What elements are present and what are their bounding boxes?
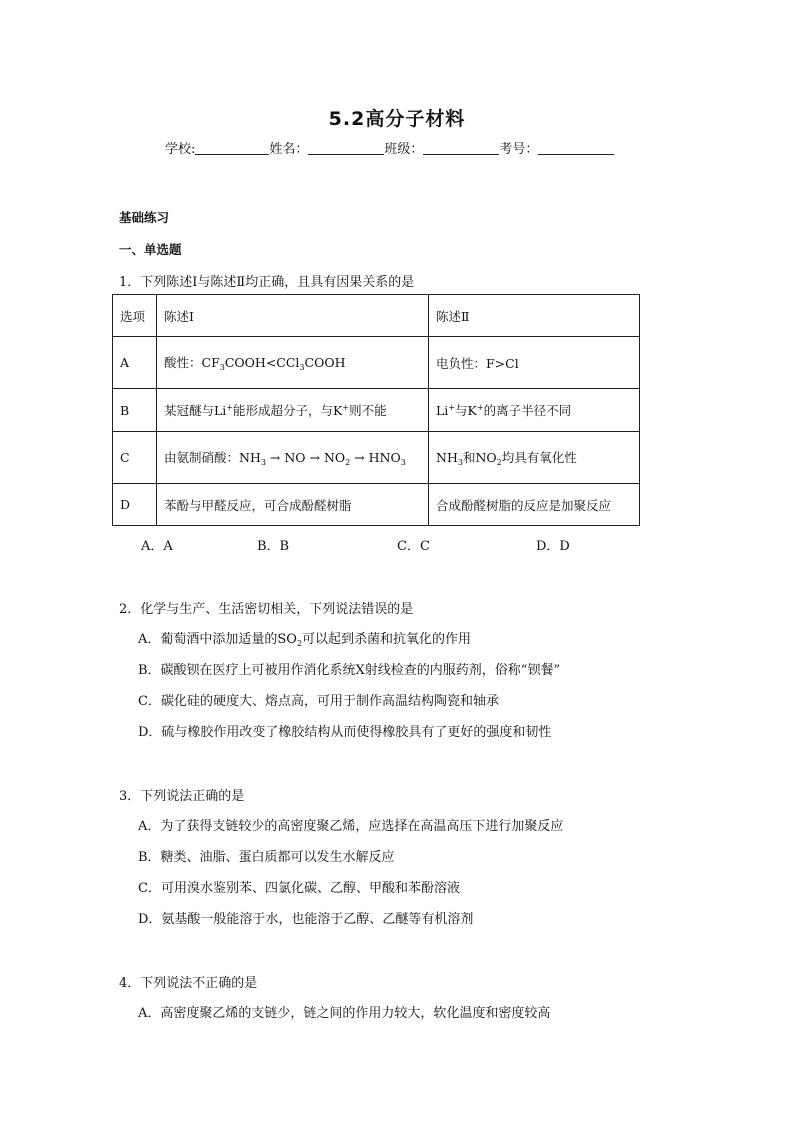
question-3-option-b[interactable]: B．糖类、油脂、蛋白质都可以发生水解反应	[138, 850, 395, 865]
section-basic-heading: 基础练习	[119, 210, 170, 225]
question-3-option-c[interactable]: C．可用溴水鉴别苯、四氯化碳、乙醇、甲酸和苯酚溶液	[138, 881, 460, 896]
question-2-option-c[interactable]: C．碳化硅的硬度大、熔点高，可用于制作高温结构陶瓷和轴承	[138, 694, 499, 709]
class-label: 班级：	[384, 142, 424, 157]
section-single-choice-heading: 一、单选题	[119, 242, 182, 257]
row-statement-1: 酸性：$CF_3COOH<CCl_3COOH$	[157, 337, 429, 389]
answer-option-b[interactable]: B．B	[257, 539, 290, 554]
table-row	[113, 484, 640, 526]
row-option: C	[113, 432, 157, 484]
row-statement-2: 电负性：F>Cl	[429, 337, 640, 389]
question-3-option-d[interactable]: D．氨基酸一般能溶于水，也能溶于乙醇、乙醚等有机溶剂	[138, 912, 474, 927]
name-label: 姓名：	[269, 142, 309, 157]
school-label: 学校:	[165, 142, 196, 157]
question-1-stem: 1．下列陈述Ⅰ与陈述Ⅱ均正确，且具有因果关系的是	[119, 275, 415, 290]
row-statement-1: 由氨制硝酸：$NH_3$ → NO → $NO_2 \to HNO_3$	[157, 432, 429, 484]
row-option: D	[113, 484, 157, 526]
table-row	[113, 389, 640, 432]
question-3-stem: 3．下列说法正确的是	[119, 789, 245, 804]
question-4-option-a[interactable]: A．高密度聚乙烯的支链少，链之间的作用力较大，软化温度和密度较高	[138, 1006, 551, 1021]
table-row	[113, 432, 640, 484]
header-option: 选项	[113, 295, 157, 337]
question-1-table	[112, 294, 640, 526]
number-label: 考号：	[499, 142, 539, 157]
header-statement-2: 陈述Ⅱ	[429, 295, 640, 337]
number-blank[interactable]	[538, 140, 614, 155]
answer-option-a[interactable]: A．A	[141, 539, 173, 554]
row-statement-1: 某冠醚与Li+能形成超分子，与K+则不能	[157, 389, 429, 432]
header-statement-1: 陈述Ⅰ	[157, 295, 429, 337]
row-option: B	[113, 389, 157, 432]
student-info-line	[165, 138, 614, 157]
question-2-option-a[interactable]: A．葡萄酒中添加适量的$SO_2$可以起到杀菌和抗氧化的作用	[138, 632, 472, 648]
name-blank[interactable]	[308, 140, 384, 155]
row-statement-2: Li+与K+的离子半径不同	[429, 389, 640, 432]
row-statement-2: $NH_3$和$NO_2$均具有氧化性	[429, 432, 640, 484]
question-4-stem: 4．下列说法不正确的是	[119, 976, 258, 991]
class-blank[interactable]	[423, 140, 499, 155]
page-title: 5.2高分子材料	[328, 108, 466, 130]
answer-option-c[interactable]: C．C	[397, 539, 430, 554]
row-statement-1: 苯酚与甲醛反应，可合成酚醛树脂	[157, 484, 429, 526]
question-3-option-a[interactable]: A．为了获得支链较少的高密度聚乙烯，应选择在高温高压下进行加聚反应	[138, 819, 564, 834]
table-header-row	[113, 295, 640, 337]
answer-option-d[interactable]: D．D	[536, 539, 570, 554]
table-row	[113, 337, 640, 389]
school-blank[interactable]	[195, 140, 269, 155]
question-2-option-b[interactable]: B．碳酸钡在医疗上可被用作消化系统X射线检查的内服药剂，俗称“钡餐”	[138, 663, 561, 678]
row-statement-2: 合成酚醛树脂的反应是加聚反应	[429, 484, 640, 526]
row-option: A	[113, 337, 157, 389]
question-2-option-d[interactable]: D．硫与橡胶作用改变了橡胶结构从而使得橡胶具有了更好的强度和韧性	[138, 725, 552, 740]
question-2-stem: 2．化学与生产、生活密切相关，下列说法错误的是	[119, 602, 414, 617]
